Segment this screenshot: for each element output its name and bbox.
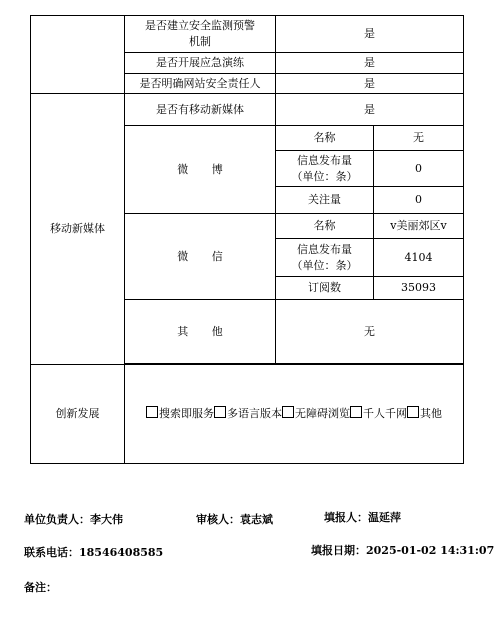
wechat-posts-value: 4104 xyxy=(374,239,464,277)
wechat-subscribers-label: 订阅数 xyxy=(276,277,374,300)
weibo-followers-value: 0 xyxy=(374,187,464,214)
other-value: 无 xyxy=(276,300,464,364)
reviewer: 审核人：袁志斌 xyxy=(196,513,273,526)
weibo-name-value: 无 xyxy=(374,126,464,151)
warning-mechanism-label: 是否建立安全监测预警 机制 xyxy=(125,16,276,53)
unit-head: 单位负责人：李大伟 xyxy=(24,513,123,526)
option-other[interactable]: 其他 xyxy=(407,407,442,420)
checkbox-icon[interactable] xyxy=(350,406,362,418)
wechat-name-label: 名称 xyxy=(276,214,374,239)
remarks-label: 备注： xyxy=(24,581,57,594)
reporter: 填报人：温延萍 xyxy=(324,511,401,524)
checkbox-icon[interactable] xyxy=(407,406,419,418)
option-search-service[interactable]: 搜索即服务 xyxy=(146,407,214,420)
mobile-media-section-label: 移动新媒体 xyxy=(31,94,125,365)
wechat-subscribers-value: 35093 xyxy=(374,277,464,300)
emergency-drill-value: 是 xyxy=(276,53,464,74)
security-responsible-label: 是否明确网站安全责任人 xyxy=(125,74,276,94)
report-date: 填报日期：2025-01-02 14:31:07 xyxy=(311,544,495,557)
weibo-name-label: 名称 xyxy=(276,126,374,151)
security-responsible-value: 是 xyxy=(276,74,464,94)
blank-section-cell xyxy=(31,16,125,94)
option-multilingual[interactable]: 多语言版本 xyxy=(214,407,282,420)
report-table xyxy=(30,15,464,464)
checkbox-icon[interactable] xyxy=(146,406,158,418)
weibo-label: 微 博 xyxy=(125,126,276,214)
innovation-options xyxy=(125,365,464,464)
wechat-posts-label: 信息发布量 （单位：条） xyxy=(276,239,374,277)
weibo-posts-value: 0 xyxy=(374,151,464,187)
option-personalized[interactable]: 千人千网 xyxy=(350,407,407,420)
weibo-posts-label: 信息发布量 （单位：条） xyxy=(276,151,374,187)
has-mobile-media-label: 是否有移动新媒体 xyxy=(125,94,276,126)
has-mobile-media-value: 是 xyxy=(276,94,464,126)
wechat-label: 微 信 xyxy=(125,214,276,300)
warning-mechanism-value: 是 xyxy=(276,16,464,53)
emergency-drill-label: 是否开展应急演练 xyxy=(125,53,276,74)
checkbox-icon[interactable] xyxy=(282,406,294,418)
checkbox-icon[interactable] xyxy=(214,406,226,418)
weibo-followers-label: 关注量 xyxy=(276,187,374,214)
innovation-section-label: 创新发展 xyxy=(31,365,125,464)
option-accessibility[interactable]: 无障碍浏览 xyxy=(282,407,350,420)
contact-phone: 联系电话：18546408585 xyxy=(24,546,164,559)
wechat-name-value: v美丽郊区v xyxy=(374,214,464,239)
other-label: 其 他 xyxy=(125,300,276,364)
